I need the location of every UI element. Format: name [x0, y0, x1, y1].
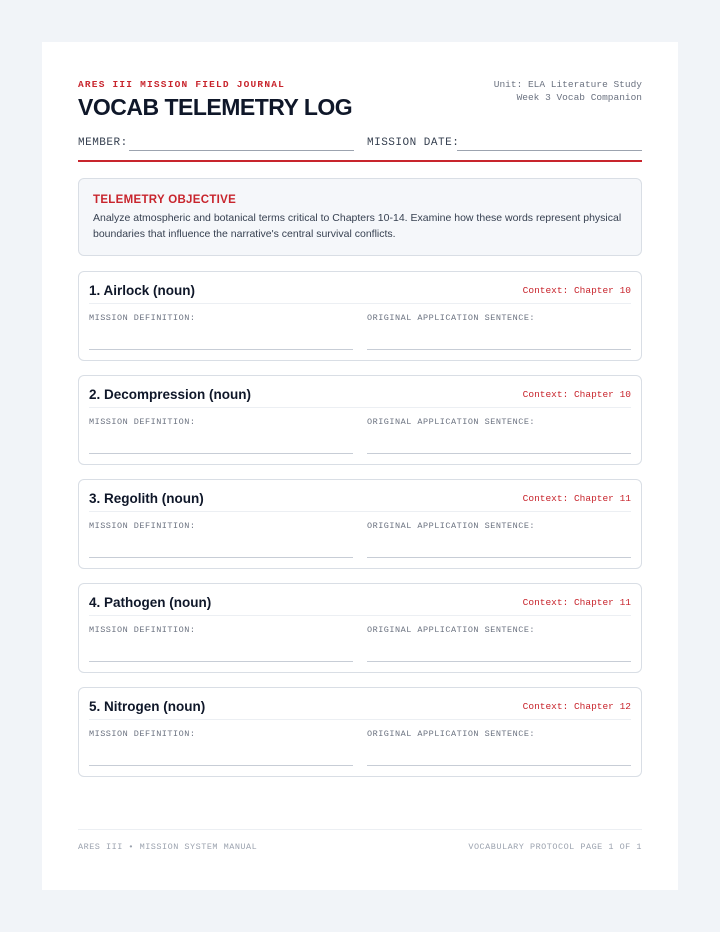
objective-title: TELEMETRY OBJECTIVE	[93, 194, 237, 206]
sentence-field[interactable]	[367, 557, 631, 558]
definition-label: MISSION DEFINITION:	[89, 625, 196, 635]
card-divider	[89, 303, 631, 304]
vocab-term: 4. Pathogen (noun)	[89, 595, 212, 610]
vocab-term: 2. Decompression (noun)	[89, 387, 252, 402]
vocab-term: 5. Nitrogen (noun)	[89, 699, 206, 714]
mission-date-label: MISSION DATE:	[367, 137, 460, 149]
definition-field[interactable]	[89, 557, 353, 558]
definition-label: MISSION DEFINITION:	[89, 521, 196, 531]
vocab-card	[78, 687, 642, 777]
sentence-label: ORIGINAL APPLICATION SENTENCE:	[367, 625, 536, 635]
vocab-context: Context: Chapter 11	[522, 597, 631, 608]
vocab-context: Context: Chapter 10	[522, 285, 631, 296]
card-divider	[89, 615, 631, 616]
card-divider	[89, 719, 631, 720]
footer-divider	[78, 829, 642, 830]
footer-page-label: VOCABULARY PROTOCOL PAGE 1 OF 1	[468, 842, 642, 852]
definition-field[interactable]	[89, 349, 353, 350]
sentence-field[interactable]	[367, 765, 631, 766]
vocab-context: Context: Chapter 12	[522, 701, 631, 712]
header	[78, 78, 642, 164]
week-label: Week 3 Vocab Companion	[516, 92, 642, 103]
sentence-label: ORIGINAL APPLICATION SENTENCE:	[367, 417, 536, 427]
objective-body: Analyze atmospheric and botanical terms critical to Chapters 10-14. Examine how these words represent physical boundaries that influence the narrative's central survival conflicts.	[93, 212, 622, 240]
definition-label: MISSION DEFINITION:	[89, 729, 196, 739]
sentence-field[interactable]	[367, 349, 631, 350]
vocab-card	[78, 271, 642, 361]
definition-field[interactable]	[89, 765, 353, 766]
sentence-field[interactable]	[367, 661, 631, 662]
vocab-card	[78, 479, 642, 569]
vocab-card	[78, 583, 642, 673]
definition-field[interactable]	[89, 661, 353, 662]
definition-label: MISSION DEFINITION:	[89, 417, 196, 427]
worksheet-page	[42, 42, 678, 890]
unit-label: Unit: ELA Literature Study	[493, 79, 642, 90]
member-label: MEMBER:	[78, 137, 128, 149]
card-divider	[89, 511, 631, 512]
mission-date-field[interactable]	[457, 150, 642, 151]
vocab-card	[78, 375, 642, 465]
sentence-label: ORIGINAL APPLICATION SENTENCE:	[367, 729, 536, 739]
journal-kicker: ARES III MISSION FIELD JOURNAL	[78, 79, 286, 90]
header-divider	[78, 160, 642, 162]
page-title: VOCAB TELEMETRY LOG	[78, 94, 353, 120]
vocab-context: Context: Chapter 11	[522, 493, 631, 504]
definition-label: MISSION DEFINITION:	[89, 313, 196, 323]
card-divider	[89, 407, 631, 408]
vocab-term: 3. Regolith (noun)	[89, 491, 204, 506]
sentence-field[interactable]	[367, 453, 631, 454]
unit-meta	[494, 78, 642, 104]
sentence-label: ORIGINAL APPLICATION SENTENCE:	[367, 313, 536, 323]
telemetry-objective-box	[78, 178, 642, 256]
member-field[interactable]	[129, 150, 354, 151]
definition-field[interactable]	[89, 453, 353, 454]
header-fields	[78, 137, 642, 153]
footer-manual-label: ARES III • MISSION SYSTEM MANUAL	[78, 842, 258, 852]
vocab-term: 1. Airlock (noun)	[89, 283, 196, 298]
vocab-context: Context: Chapter 10	[522, 389, 631, 400]
sentence-label: ORIGINAL APPLICATION SENTENCE:	[367, 521, 536, 531]
